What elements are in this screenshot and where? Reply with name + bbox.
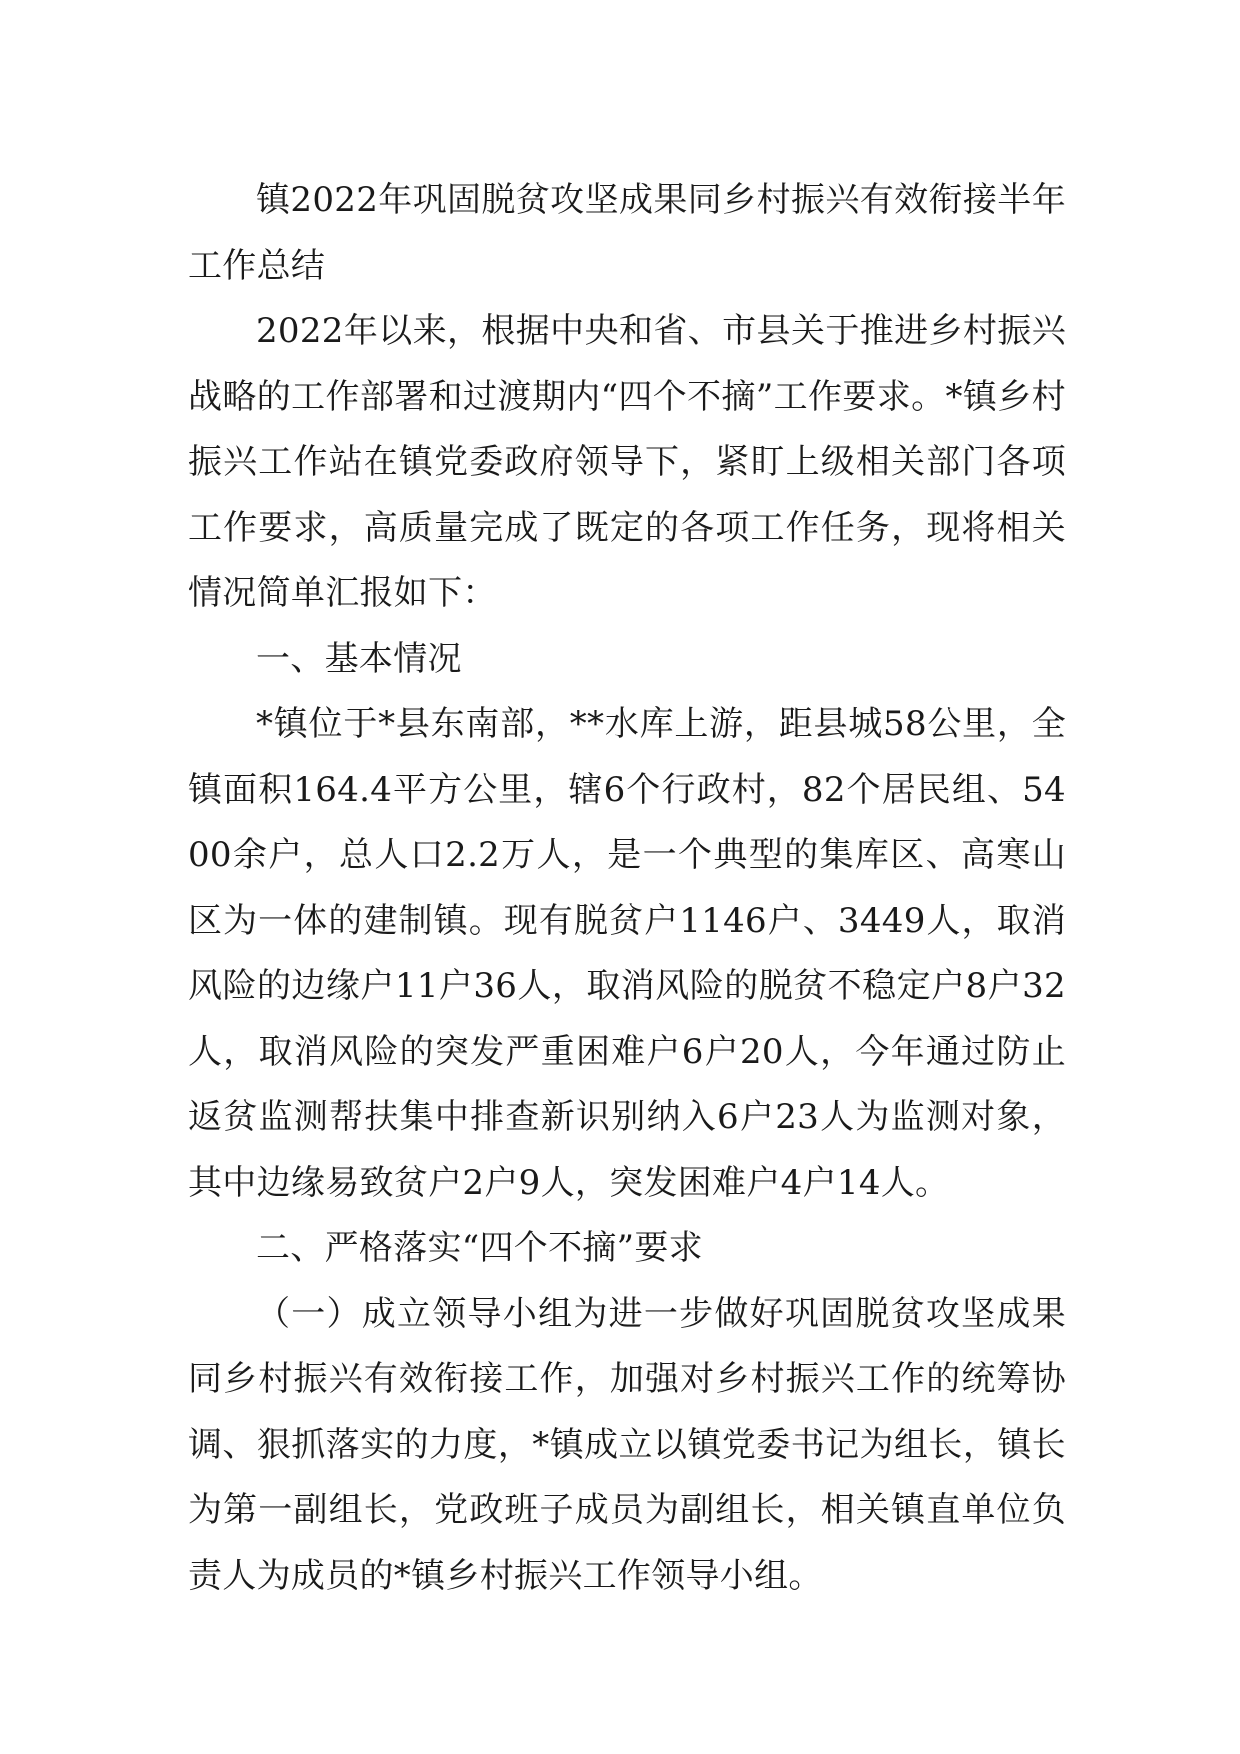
document-page xyxy=(188,168,1066,1609)
section-1-heading: 一、基本情况 xyxy=(256,638,462,679)
section-2-heading: 二、严格落实“四个不摘”要求 xyxy=(256,1228,703,1268)
intro-paragraph: 2022年以来，根据中央和省、市县关于推进乡村振兴战略的工作部署和过渡期内“四个不摘”工作要求。*镇乡村振兴工作站在镇党委政府领导下，紧盯上级相关部门各项工作要求，高质量完成了既定的各项工作任务，现将相关情况简单汇报如下： xyxy=(188,311,1066,613)
section-2-item-1: （一）成立领导小组为进一步做好巩固脱贫攻坚成果同乡村振兴有效衔接工作，加强对乡村振兴工作的统筹协调、狠抓落实的力度，*镇成立以镇党委书记为组长，镇长为第一副组长，党政班子成员为副组长，相关镇直单位负责人为成员的*镇乡村振兴工作领导小组。 xyxy=(188,1293,1066,1596)
section-1-body: *镇位于*县东南部，**水库上游，距县城58公里，全镇面积164.4平方公里，辖6个行政村，82个居民组、5400余户，总人口2.2万人，是一个典型的集库区、高寒山区为一体的建制镇。现有脱贫户1146户、3449人，取消风险的边缘户11户36人，取消风险的脱贫不稳定户8户32人，取消风险的突发严重困难户6户20人，今年通过防止返贫监测帮扶集中排查新识别纳入6户23人为监测对象，其中边缘易致贫户2户9人，突发困难户4户14人。 xyxy=(188,704,1066,1203)
document-title: 镇2022年巩固脱贫攻坚成果同乡村振兴有效衔接半年工作总结 xyxy=(188,180,1066,286)
